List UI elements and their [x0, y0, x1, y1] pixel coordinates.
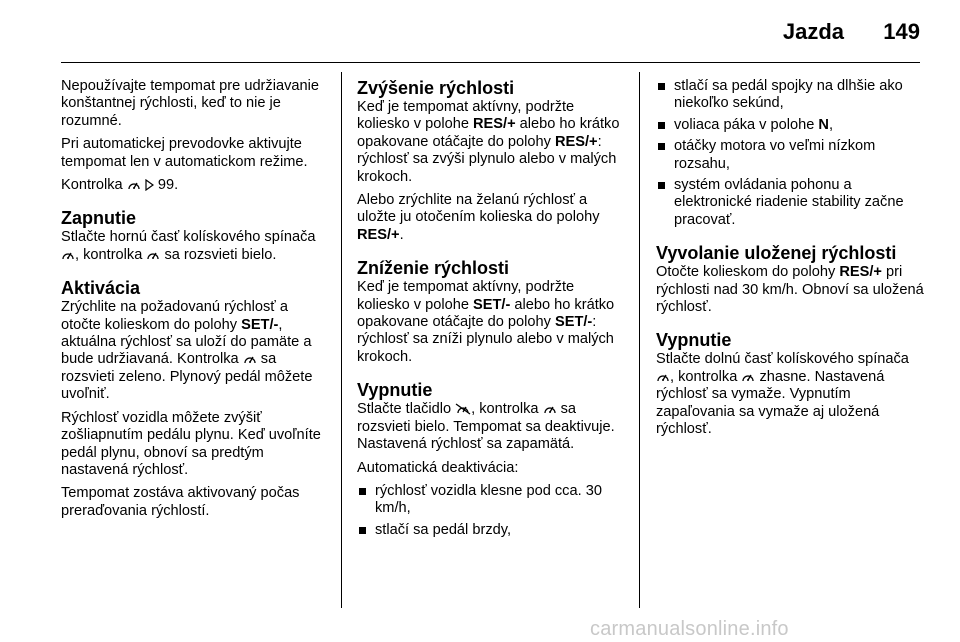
vypnutie-2-text: [656, 351, 924, 438]
column-divider-1: [341, 72, 342, 608]
section-vypnutie-2: [656, 330, 924, 438]
aktivacia-paragraph-2: Rýchlosť vozidla môžete zvýšiť zošliapnutím pedálu plynu. Keď uvoľníte pedál plynu, obnoví sa predtým nastavená rýchlosť.: [61, 409, 321, 478]
bullet-icon: [658, 122, 665, 129]
bullet-icon: [359, 527, 366, 534]
zvysenie-text: [357, 99, 627, 186]
column-3: [656, 78, 924, 445]
section-aktivacia: [61, 278, 331, 520]
bullet-icon: [658, 83, 665, 90]
section-zvysenie: [357, 78, 627, 244]
text: .: [399, 226, 404, 243]
section-zapnutie: [61, 208, 331, 264]
key-set: SET/-: [473, 296, 511, 313]
column-divider-2: [639, 72, 640, 608]
cruise-control-icon: [543, 403, 557, 415]
auto-deactivation-label: Automatická deaktivácia:: [357, 459, 519, 476]
watermark: carmanualsonline.info: [590, 618, 789, 640]
heading-aktivacia: Aktivácia: [61, 278, 141, 299]
intro-paragraph-2: Pri automatickej prevodovke aktivujte tempomat len v automatickom režime.: [61, 136, 308, 170]
heading-vypnutie-2: Vypnutie: [656, 330, 732, 351]
key-set: SET/-: [554, 314, 593, 331]
text: Zrýchlite na požadovanú rýchlosť a otočte kolieskom do polohy: [61, 299, 288, 333]
list-item: [656, 78, 924, 113]
list-item: [357, 483, 627, 518]
text: Stlačte dolnú časť kolískového spínača: [656, 351, 909, 368]
intro-paragraph-1: Nepoužívajte tempomat pre udržiavanie konštantnej rýchlosti, keď to nie je rozumné.: [61, 78, 319, 129]
list-item: [656, 117, 924, 134]
text: stlačí sa pedál spojky na dlhšie ako niekoľko sekúnd,: [674, 78, 903, 112]
bullet-icon: [359, 488, 366, 495]
text: pri rýchlosti nad 30 km/h. Obnoví sa uložená rýchlosť.: [656, 264, 924, 316]
text: Kontrolka: [61, 177, 127, 194]
text: rýchlosť vozidla klesne pod cca. 30 km/h,: [375, 482, 602, 517]
text: Keď je tempomat aktívny, podržte koliesko v polohe: [357, 99, 575, 133]
key-set: SET/-: [241, 316, 279, 333]
heading-zapnutie: Zapnutie: [61, 208, 136, 229]
column-1: [61, 78, 331, 526]
cruise-control-icon: [61, 249, 75, 261]
header-divider: [61, 62, 920, 63]
bullet-icon: [658, 143, 665, 150]
text: , kontrolka: [471, 401, 543, 418]
heading-vyvolanie: Vyvolanie uloženej rýchlosti: [656, 243, 897, 264]
text: , aktuálna rýchlosť sa uloží do pamäte a bude udržiavaná. Kontrolka: [61, 316, 312, 368]
text: sa rozsvieti zeleno. Plynový pedál môžete uvoľniť.: [61, 351, 313, 403]
cruise-control-icon: [127, 179, 141, 191]
cruise-cancel-icon: [455, 403, 471, 415]
zvysenie-paragraph-2: [357, 192, 627, 244]
page-header: [0, 0, 960, 64]
text: : rýchlosť sa zníži plynulo alebo v malých krokoch.: [357, 314, 614, 365]
text: Keď je tempomat aktívny, podržte koliesko v polohe: [357, 279, 575, 313]
auto-deactivation-list: [357, 483, 627, 539]
cruise-control-icon: [656, 371, 670, 383]
aktivacia-text: [61, 299, 331, 403]
key-res: RES/+: [839, 264, 882, 281]
znizenie-text: [357, 279, 627, 366]
text: : rýchlosť sa zvýši plynulo alebo v malých krokoch.: [357, 133, 617, 185]
aktivacia-paragraph-3: Tempomat zostáva aktivovaný počas preraďovania rýchlostí.: [61, 485, 300, 519]
zapnutie-text: [61, 229, 331, 264]
column-2: [357, 78, 627, 545]
text: , kontrolka: [670, 368, 742, 385]
key-res: RES/+: [357, 226, 400, 243]
section-vypnutie: [357, 380, 627, 539]
section-vyvolanie: [656, 243, 924, 316]
section-title: Jazda: [782, 19, 844, 44]
list-item: [656, 177, 924, 229]
heading-zvysenie: Zvýšenie rýchlosti: [357, 78, 515, 98]
text: Alebo zrýchlite na želanú rýchlosť a uložte ju otočením kolieska do polohy: [357, 192, 600, 226]
text: Otočte kolieskom do polohy: [656, 264, 840, 281]
cruise-control-icon: [146, 249, 160, 261]
text: sa rozsvieti bielo.: [160, 246, 277, 263]
text: 99.: [153, 177, 179, 194]
text: alebo ho krátko opakovane otáčajte do polohy: [357, 116, 620, 150]
text: stlačí sa pedál brzdy,: [375, 521, 512, 538]
page-reference-arrow-icon: [145, 179, 154, 191]
text: systém ovládania pohonu a elektronické riadenie stability začne pracovať.: [674, 177, 904, 228]
text: , kontrolka: [75, 246, 147, 263]
vyvolanie-text: [656, 264, 924, 316]
key-res: RES/+: [473, 116, 516, 133]
cruise-control-icon: [741, 371, 755, 383]
page-number: 149: [883, 19, 920, 44]
list-item: [656, 138, 924, 173]
text: ,: [828, 116, 834, 133]
text: Stlačte tlačidlo: [357, 401, 456, 418]
bullet-icon: [658, 182, 665, 189]
cruise-control-icon: [243, 353, 257, 365]
text: Stlačte hornú časť kolískového spínača: [61, 229, 316, 246]
text: otáčky motora vo veľmi nízkom rozsahu,: [674, 138, 876, 172]
text: sa rozsvieti bielo. Tempomat sa deaktivuje. Nastavená rýchlosť sa zapamätá.: [357, 401, 615, 453]
kontrolka-reference: [61, 177, 331, 194]
key-res: RES/+: [554, 133, 598, 150]
text: alebo ho krátko opakovane otáčajte do polohy: [357, 296, 615, 331]
text: zhasne. Nastavená rýchlosť sa vymaže. Vypnutím zapaľovania sa vymaže aj uložená rýchlosť.: [656, 368, 885, 438]
section-znizenie: [357, 258, 627, 366]
heading-znizenie: Zníženie rýchlosti: [357, 258, 510, 279]
auto-deactivation-list-continued: [656, 78, 924, 229]
heading-vypnutie: Vypnutie: [357, 380, 433, 401]
key-n: N: [818, 116, 829, 133]
text: voliaca páka v polohe: [674, 116, 819, 133]
list-item: [357, 522, 627, 539]
vypnutie-text: [357, 401, 627, 453]
